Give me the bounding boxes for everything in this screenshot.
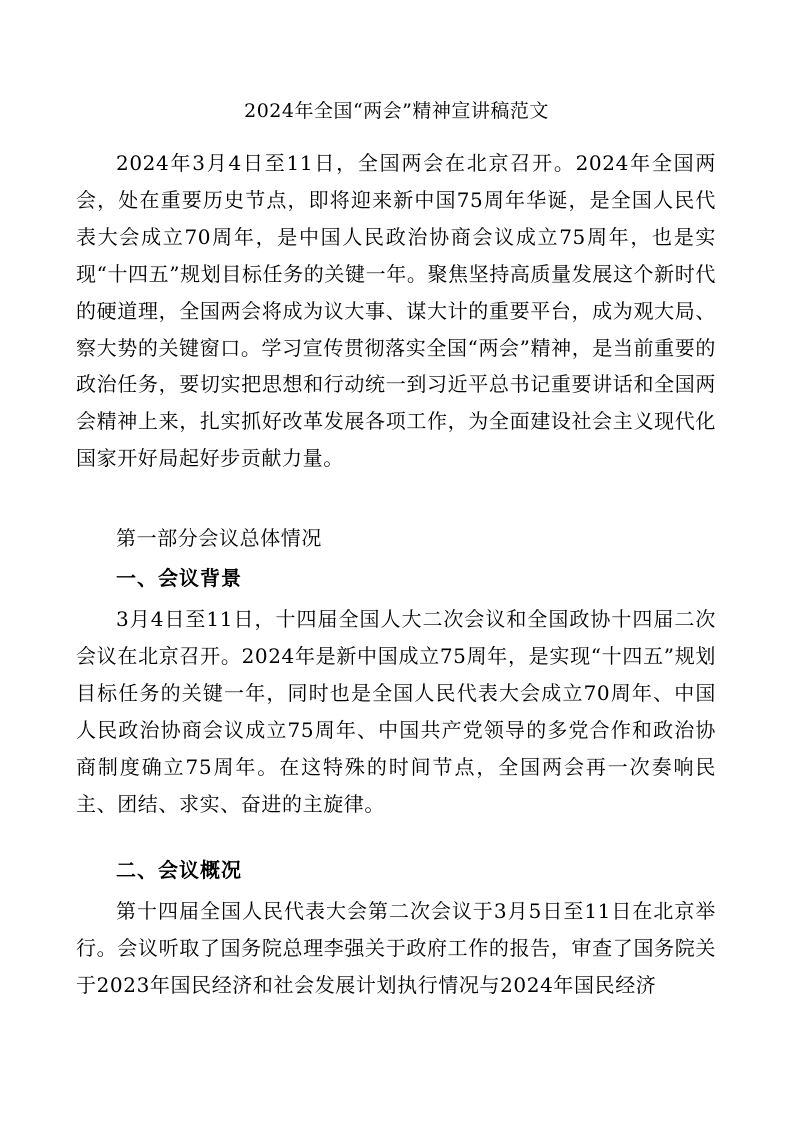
intro-paragraph: 2024年3月4日至11日，全国两会在北京召开。2024年全国两会，处在重要历史节点，即将迎来新中国75周年华诞，是全国人民代表大会成立70周年，是中国人民政治协商会议成立75周年，也是实现“十四五”规划目标任务的关键一年。聚焦坚持高质量发展这个新时代的硬道理，全国两会将成为议大事、谋大计的重要平台，成为观大局、察大势的关键窗口。学习宣传贯彻落实全国“两会”精神，是当前重要的政治任务，要切实把思想和行动统一到习近平总书记重要讲话和全国两会精神上来，扎实抓好改革发展各项工作，为全面建设社会主义现代化国家开好局起好步贡献力量。 [76,151,716,471]
section-paragraph-overview: 第十四届全国人民代表大会第二次会议于3月5日至11日在北京举行。会议听取了国务院总理李强关于政府工作的报告，审查了国务院关于2023年国民经济和社会发展计划执行情况与2024年国民经济 [76,899,716,997]
section-paragraph-background: 3月4日至11日，十四届全国人大二次会议和全国政协十四届二次会议在北京召开。2024年是新中国成立75周年，是实现“十四五”规划目标任务的关键一年，同时也是全国人民代表大会成立70周年、中国人民政治协商会议成立75周年、中国共产党领导的多党合作和政治协商制度确立75周年。在这特殊的时间节点，全国两会再一次奏响民主、团结、求实、奋进的主旋律。 [76,607,716,816]
document-title: 2024年全国“两会”精神宣讲稿范文 [244,100,549,122]
part-heading: 第一部分会议总体情况 [116,526,322,550]
section-heading-background: 一、会议背景 [116,566,242,590]
section-heading-overview: 二、会议概况 [116,858,242,882]
